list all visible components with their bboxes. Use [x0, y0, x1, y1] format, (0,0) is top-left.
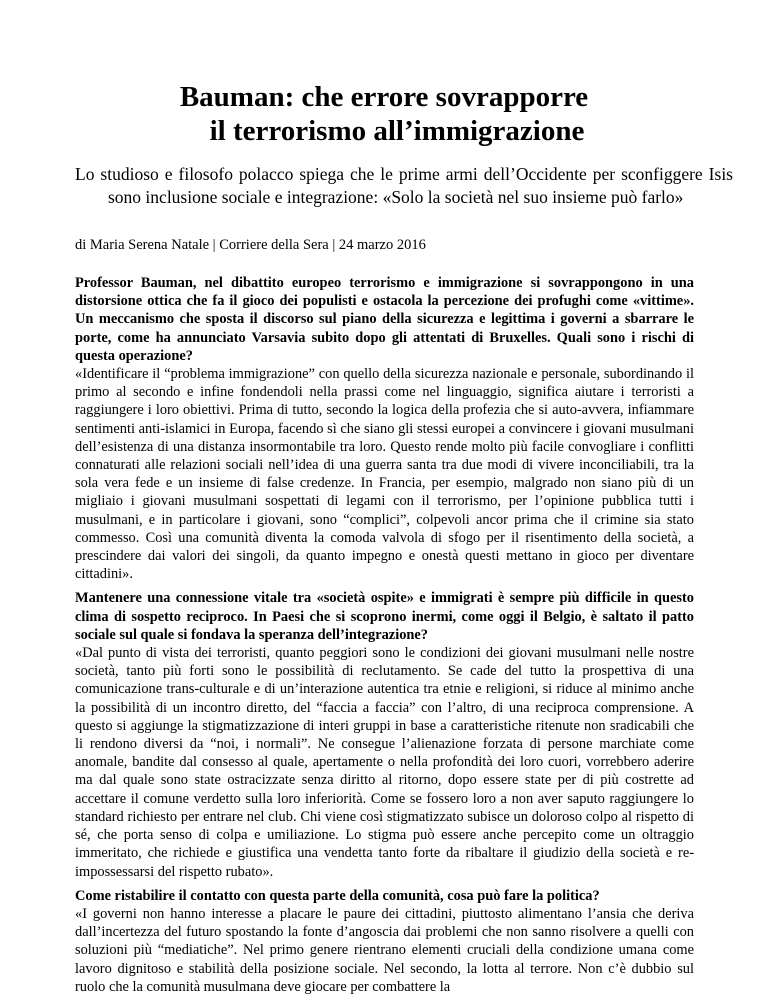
title-line-2: il terrorismo all’immigrazione	[209, 115, 585, 147]
article-body	[75, 274, 694, 1002]
interview-question-2: Mantenere una connessione vitale tra «società ospite» e immigrati è sempre più difficile in questo clima di sospetto reciproco. In Paesi che si scoprono inermi, come oggi il Belgio, è saltato il patto sociale sul quale si fondava la speranza dell’integrazione?	[75, 590, 694, 643]
interview-answer-3: «I governi non hanno interesse a placare le paure dei cittadini, piuttosto alimentano l’ansia che deriva dall’incertezza del futuro spostando la fonte d’angoscia dai problemi che non sanno risolvere a quelli con soluzioni più “mediatiche”. Nel primo genere rientrano elementi cruciali della condizione umana come lavoro dignitoso e stabilità della posizione sociale. Nel secondo, la lotta al terrore. Non c’è dubbio sul ruolo che la comunità musulmana deve giocare per combattere la	[75, 905, 694, 995]
page-title	[0, 80, 768, 148]
interview-question-1: Professor Bauman, nel dibattito europeo terrorismo e immigrazione si sovrappongono in una distorsione ottica che fa il gioco dei populisti e ostacola la percezione dei profughi come «vittime». Un meccanismo che sposta il discorso sul piano della sicurezza e legittima i governi a sbarrare le porte, come ha annunciato Varsavia subito dopo gli attentati di Bruxelles. Quali sono i rischi di questa operazione?	[75, 275, 694, 364]
interview-answer-2: «Dal punto di vista dei terroristi, quanto peggiori sono le condizioni dei giovani musulmani nelle nostre società, tanto più forti sono le possibilità di reclutamento. Se cade del tutto la prospettiva di una comunicazione trans-culturale e di un’interazione autentica tra etnie e religioni, si riduce al minimo anche la possibilità di un incontro diretto, del “faccia a faccia” con l’altro, di una reciproca comprensione. A questo si aggiunge la stigmatizzazione di interi gruppi in base a caratteristiche ritenute non sradicabili che li rendono diversi da “noi, i normali”. Ne consegue l’alienazione forzata di persone marchiate come anomale, bandite dal consesso al quale, apertamente o nella profondità dei loro cuori, vorrebbero aderire ma dal quale sono state ostracizzate senza diritto al ritorno, dopo essere state per di più costrette ad accettare il comune verdetto sulla loro inferiorità. Come se fossero loro a non aver saputo raggiungere lo standard richiesto per entrare nel club. Chi viene così stigmatizzato subisce un doloroso colpo al rispetto di sé, che porta senso di colpa e umiliazione. Lo stigma può essere anche percepito come un oltraggio immeritato, che richiede e giustifica una vendetta tanto forte da ribaltare il giudizio della società e re-impossessarsi del rispetto rubato».	[75, 645, 694, 880]
byline: di Maria Serena Natale | Corriere della Sera | 24 marzo 2016	[75, 237, 426, 253]
title-line-1: Bauman: che errore sovrapporre	[179, 81, 589, 113]
interview-answer-1: «Identificare il “problema immigrazione” con quello della sicurezza nazionale e personale, subordinando il primo al secondo e infine fondendoli nella prassi come nel linguaggio, significa aiutare i terroristi a raggiungere i loro obiettivi. Prima di tutto, secondo la logica della profezia che si auto-avvera, infiammare sentimenti anti-islamici in Europa, facendo sì che siano gli stessi europei a convincere i giovani musulmani dell’esistenza di una distanza insormontabile tra loro. Questo rende molto più facile convogliare i conflitti connaturati alle relazioni sociali nell’idea di una guerra santa tra due modi di vivere inconciliabili, tra la sola vera fede e un insieme di false credenze. In Francia, per esempio, malgrado non siano più di un migliaio i giovani musulmani sospettati di legami con il terrorismo, per l’opinione pubblica tutti i musulmani, e in particolare i giovani, sono “complici”, colpevoli ancor prima che il crimine sia stato commesso. Così una comunità diventa la comoda valvola di sfogo per il risentimento della società, a prescindere dai valori dei singoli, da quanto impegno e onestà questi mettano in gioco per diventare cittadini».	[75, 366, 694, 583]
subtitle: Lo studioso e filosofo polacco spiega che le prime armi dell’Occidente per sconfiggere Isis sono inclusione sociale e integrazione: «Solo la società nel suo insieme può farlo»	[75, 164, 733, 207]
interview-question-3: Come ristabilire il contatto con questa parte della comunità, cosa può fare la politica?	[75, 887, 600, 904]
